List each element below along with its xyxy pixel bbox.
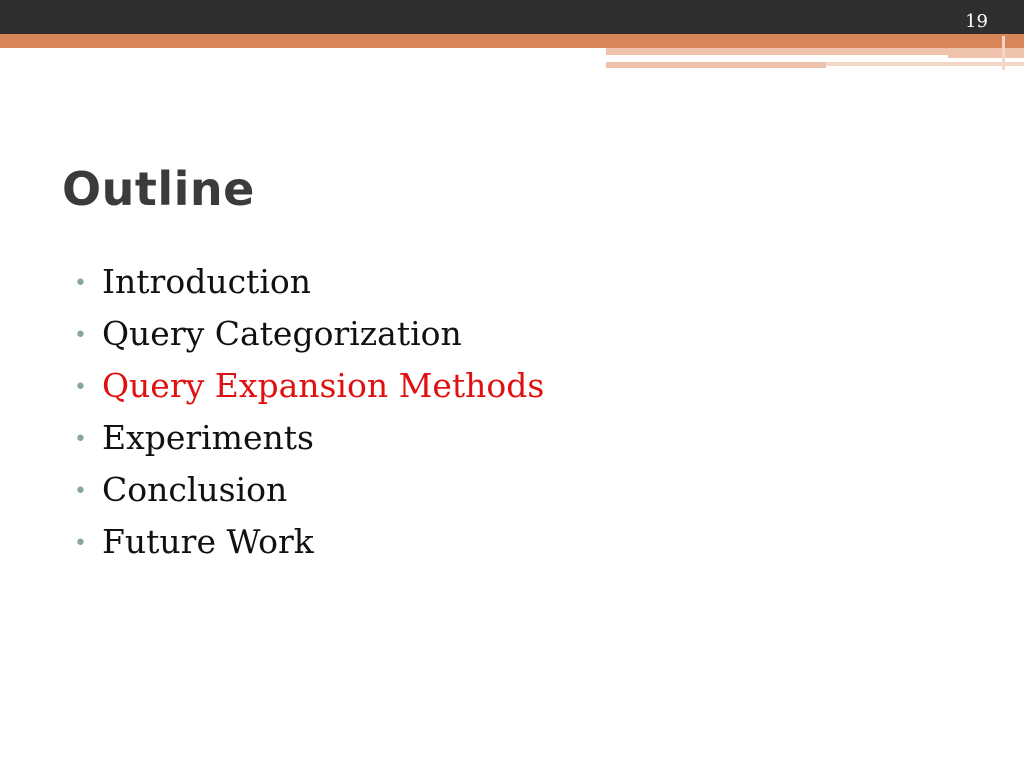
accent-stripe-lower-right <box>826 62 1024 66</box>
outline-item-introduction <box>74 262 544 314</box>
slide-title: Outline <box>62 162 255 216</box>
outline-item-label: Future Work <box>102 522 314 561</box>
outline-item-label: Introduction <box>102 262 311 301</box>
header-bar <box>0 0 1024 34</box>
accent-edge-line <box>1002 36 1005 70</box>
accent-band <box>0 34 1024 48</box>
accent-stripe-lower-left <box>606 62 826 68</box>
outline-item-label: Query Expansion Methods <box>102 366 545 405</box>
bullet-icon: • <box>74 479 87 504</box>
outline-item-conclusion <box>74 470 544 522</box>
bullet-icon: • <box>74 271 87 296</box>
bullet-icon: • <box>74 427 87 452</box>
outline-item-experiments <box>74 418 544 470</box>
outline-item-label: Conclusion <box>102 470 288 509</box>
outline-item-label: Query Categorization <box>102 314 462 353</box>
outline-item-label: Experiments <box>102 418 314 457</box>
outline-item-query-categorization <box>74 314 544 366</box>
accent-divider-line <box>606 55 948 58</box>
bullet-icon: • <box>74 375 87 400</box>
bullet-icon: • <box>74 531 87 556</box>
outline-list <box>74 262 544 574</box>
outline-item-query-expansion-methods <box>74 366 544 418</box>
outline-item-future-work <box>74 522 544 574</box>
bullet-icon: • <box>74 323 87 348</box>
slide-number: 19 <box>965 11 988 32</box>
